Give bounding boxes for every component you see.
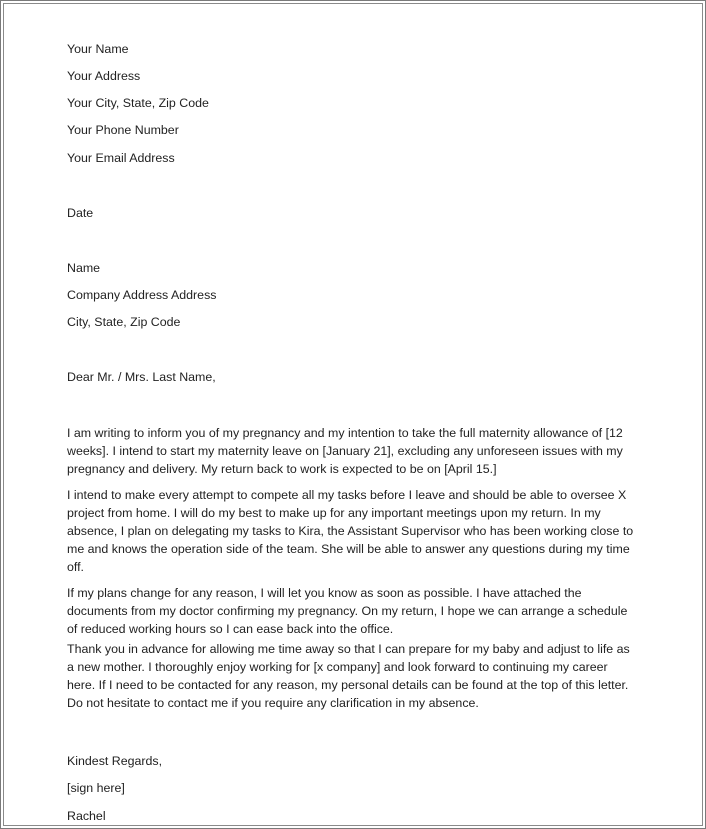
sender-address: Your Address	[67, 69, 141, 83]
sender-email: Your Email Address	[67, 151, 175, 165]
recipient-company-address: Company Address Address	[67, 288, 217, 302]
signature-placeholder: [sign here]	[67, 781, 125, 795]
sender-city-state-zip: Your City, State, Zip Code	[67, 96, 209, 110]
recipient-city-state-zip: City, State, Zip Code	[67, 315, 181, 329]
body-paragraph-1: I am writing to inform you of my pregnancy and my intention to take the full maternity allowance of [12 weeks]. I intend to start my maternity leave on [January 21], excluding any unforeseen issues with my pregnancy and delivery. My return back to work is expected to be on [April 15.]	[67, 426, 623, 476]
body-paragraph-4: Thank you in advance for allowing me time away so that I can prepare for my baby and adjust to life as a new mother. I thoroughly enjoy working for [x company] and look forward to continuing my career here. If I need to be contacted for any reason, my personal details can be found at the top of this letter. Do not hesitate to contact me if you require any clarification in my absence.	[67, 642, 630, 710]
body-paragraph-2: I intend to make every attempt to compete all my tasks before I leave and should be able to oversee X project from home. I will do my best to make up for any important meetings upon my return. In my absence, I plan on delegating my tasks to Kira, the Assistant Supervisor who has been working close to me and knows the operation side of the team. She will be able to answer any questions during my time off.	[67, 488, 634, 574]
sender-phone: Your Phone Number	[67, 123, 179, 137]
closing: Kindest Regards,	[67, 754, 163, 768]
sender-name: Your Name	[67, 42, 129, 56]
salutation: Dear Mr. / Mrs. Last Name,	[67, 370, 216, 384]
signer-name: Rachel	[67, 809, 106, 823]
body-paragraph-3: If my plans change for any reason, I will let you know as soon as possible. I have attached the documents from my doctor confirming my pregnancy. On my return, I hope we can arrange a schedule of reduced working hours so I can ease back into the office.	[67, 586, 628, 636]
letter-date: Date	[67, 206, 94, 220]
recipient-name: Name	[67, 261, 101, 275]
